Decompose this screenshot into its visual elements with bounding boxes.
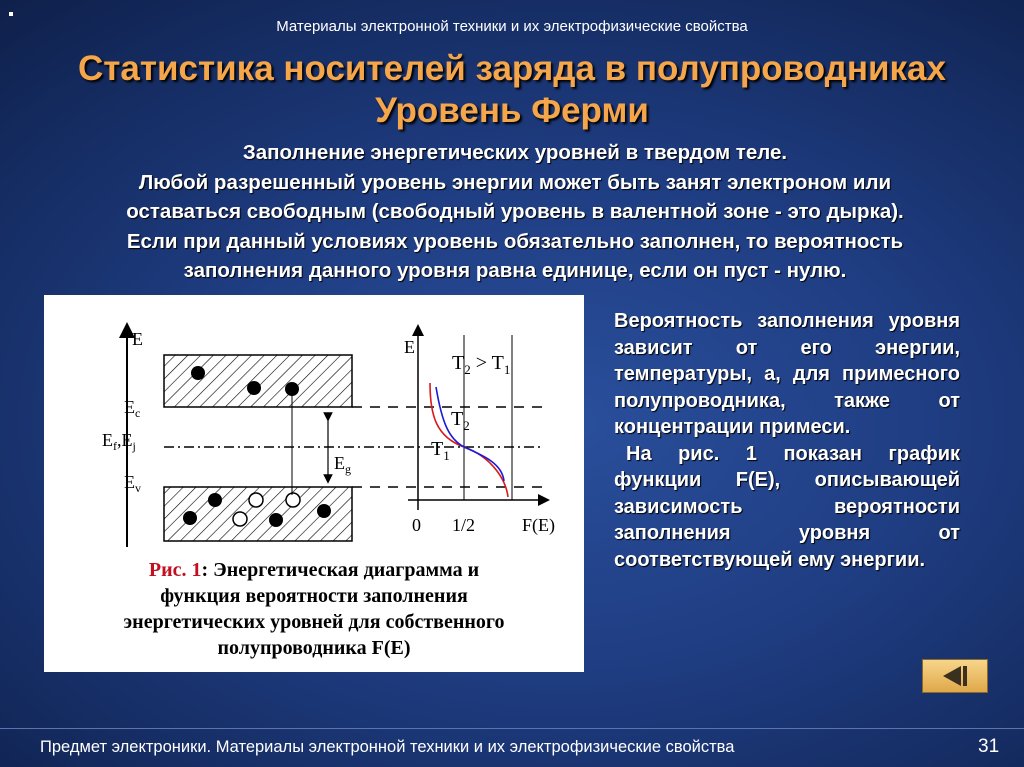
electron-dot <box>247 381 261 395</box>
half-tick-label: 1/2 <box>452 515 476 535</box>
electron-dot <box>269 513 283 527</box>
electron-dot <box>183 511 197 525</box>
ev-label: $E_v$ <box>124 472 141 495</box>
electron-dot <box>191 366 205 380</box>
eg-label: $E_g$ <box>334 453 351 476</box>
caption-line-1: : Энергетическая диаграмма и <box>201 559 480 581</box>
side-description <box>614 308 960 573</box>
ef-ej-label: $E_f,E_j$ <box>102 430 136 453</box>
caption-line-2: функция вероятности заполнения <box>160 585 468 607</box>
footer-text: Предмет электроники. Материалы электронной техники и их электрофизические свойства <box>40 738 735 756</box>
intro-line-2: Любой разрешенный уровень энергии может быть занят электроном или <box>138 170 892 194</box>
side-paragraph-2: На рис. 1 показан график функции F(E), описывающей зависимость вероятности заполнения уровня от соответствующей ему энергии. <box>614 442 960 571</box>
intro-text <box>20 138 1010 286</box>
t1-curve-label: $T_1$ <box>431 438 450 463</box>
hole-circle <box>233 512 247 526</box>
electron-dot <box>285 382 299 396</box>
hole-circle <box>286 493 300 507</box>
zero-tick-label: 0 <box>412 515 421 535</box>
fe-axis-label: F(E) <box>522 515 555 535</box>
electron-dot <box>317 504 331 518</box>
bullet-dot <box>9 12 13 16</box>
title-line-1: Статистика носителей заряда в полупроводниках <box>78 49 946 88</box>
hole-circle <box>249 493 263 507</box>
caption-line-4: полупроводника F(E) <box>217 637 411 659</box>
caption-line-3: энергетических уровней для собственного <box>123 611 505 633</box>
intro-line-4: Если при данный условиях уровень обязательно заполнен, то вероятность <box>126 229 904 253</box>
intro-line-1: Заполнение энергетических уровней в твердом теле. <box>242 141 788 164</box>
title-line-2: Уровень Ферми <box>375 91 649 130</box>
side-paragraph-1: Вероятность заполнения уровня зависит от его энергии, температуры, а, для примесного полупроводника, также от концентрации примеси. <box>614 310 960 438</box>
temperature-relation-label: $T_2 > T_1$ <box>452 352 511 377</box>
slide-title <box>0 48 1024 132</box>
page-number: 31 <box>978 736 1000 757</box>
energy-diagram-figure <box>44 295 584 672</box>
intro-line-3: оставаться свободным (свободный уровень в валентной зоне - это дырка). <box>126 200 904 223</box>
energy-diagram-svg <box>44 295 584 550</box>
caption-label: Рис. 1 <box>148 559 202 581</box>
back-to-start-icon <box>923 660 987 692</box>
ec-label: $E_c$ <box>124 397 141 420</box>
back-to-start-button[interactable] <box>922 659 988 693</box>
slide-subtitle: Материалы электронной техники и их электрофизические свойства <box>276 18 748 35</box>
conduction-band <box>164 355 352 407</box>
t2-curve-label: $T_2$ <box>451 408 470 433</box>
energy-axis-label: E <box>132 329 143 349</box>
electron-dot <box>208 493 222 507</box>
figure-caption <box>44 557 584 661</box>
intro-line-5: заполнения данного уровня равна единице, если он пуст - нулю. <box>183 259 847 282</box>
footer-divider <box>0 728 1024 729</box>
graph-e-label: E <box>404 337 415 357</box>
